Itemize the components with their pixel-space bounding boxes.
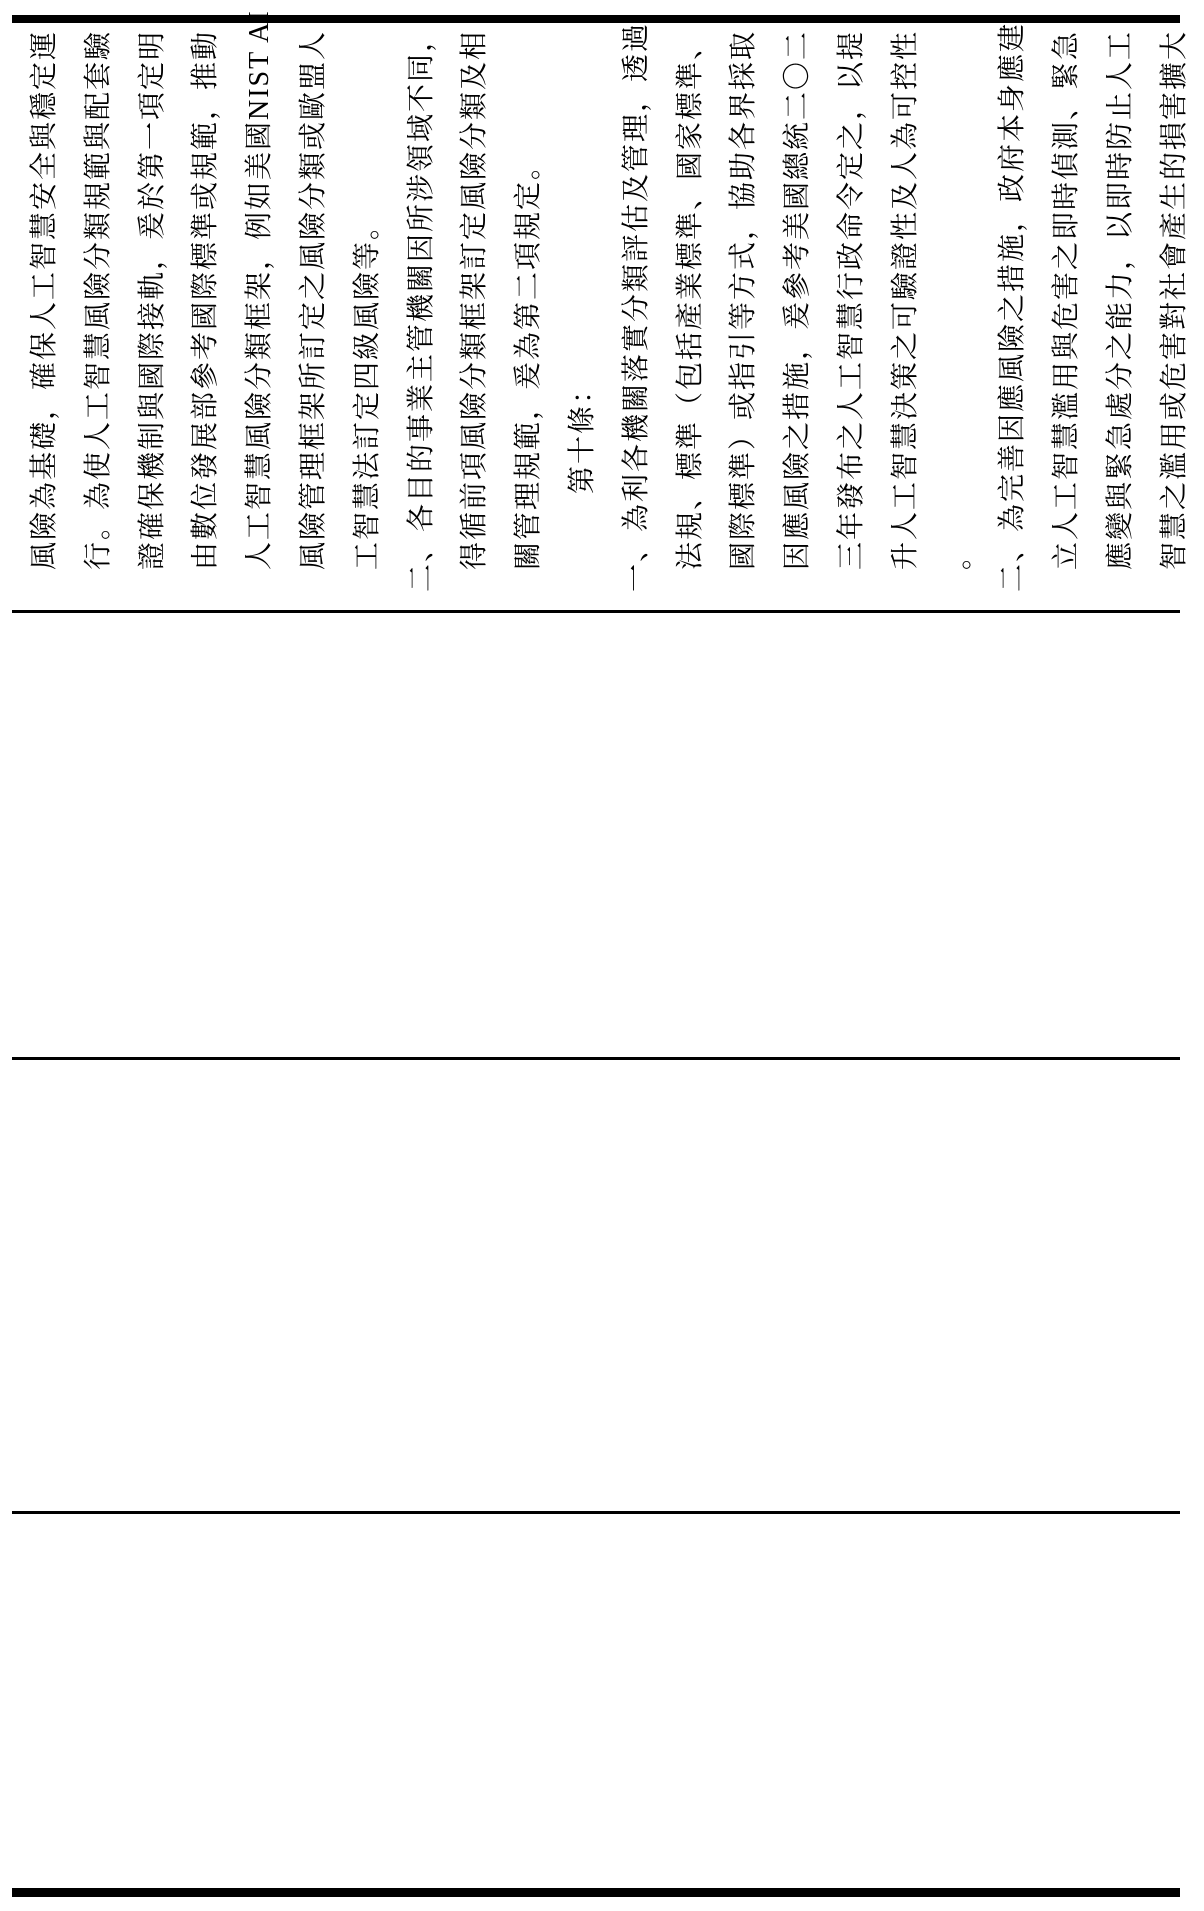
text-line: 法規、標準（包括產業標準、國家標準、	[674, 29, 706, 570]
text-line: 智慧之濫用或危害對社會產生的損害擴大	[1158, 29, 1190, 570]
table-column-separator-3	[12, 610, 1180, 613]
text-line: 升人工智慧決策之可驗證性及人為可控性	[889, 29, 921, 570]
text-line: 人工智慧風險分類框架，例如美國NIST AI	[244, 9, 276, 570]
text-line: 二、為完善因應風險之措施，政府本身應建	[997, 21, 1029, 592]
text-line: 第十條：	[566, 373, 598, 494]
text-line: 三年發布之人工智慧行政命令定之，以提	[835, 29, 867, 570]
text-line: 關管理規範，爰為第二項規定。	[513, 149, 545, 570]
explanation-column-text	[25, 9, 1204, 610]
text-line: 一、為利各機關落實分類評估及管理，透過	[620, 21, 652, 592]
table-column-separator-1	[12, 1511, 1180, 1514]
text-line: 工智慧法訂定四級風險等。	[351, 209, 383, 570]
text-line: 國際標準）或指引等方式，協助各界採取	[728, 29, 760, 570]
text-line: 立人工智慧濫用與危害之即時偵測、緊急	[1051, 29, 1083, 570]
table-column-separator-2	[12, 1057, 1180, 1060]
table-outer-border-thick	[12, 1888, 1180, 1897]
text-line: 應變與緊急處分之能力，以即時防止人工	[1104, 29, 1136, 570]
text-line: 證確保機制與國際接軌，爰於第一項定明	[136, 29, 168, 570]
text-line: 二、各目的事業主管機關因所涉領域不同，	[405, 21, 437, 592]
text-line: 行。為使人工智慧風險分類規範與配套驗	[82, 29, 114, 570]
text-line: 得循前項風險分類框架訂定風險分類及相	[459, 29, 491, 570]
text-line: 。	[943, 539, 975, 570]
text-line: 由數位發展部參考國際標準或規範，推動	[190, 29, 222, 570]
text-line: 風險管理框架所訂定之風險分類或歐盟人	[297, 29, 329, 570]
text-line: 風險為基礎，確保人工智慧安全與穩定運	[29, 29, 60, 570]
text-line: 因應風險之措施，爰參考美國總統二〇二	[782, 29, 814, 570]
